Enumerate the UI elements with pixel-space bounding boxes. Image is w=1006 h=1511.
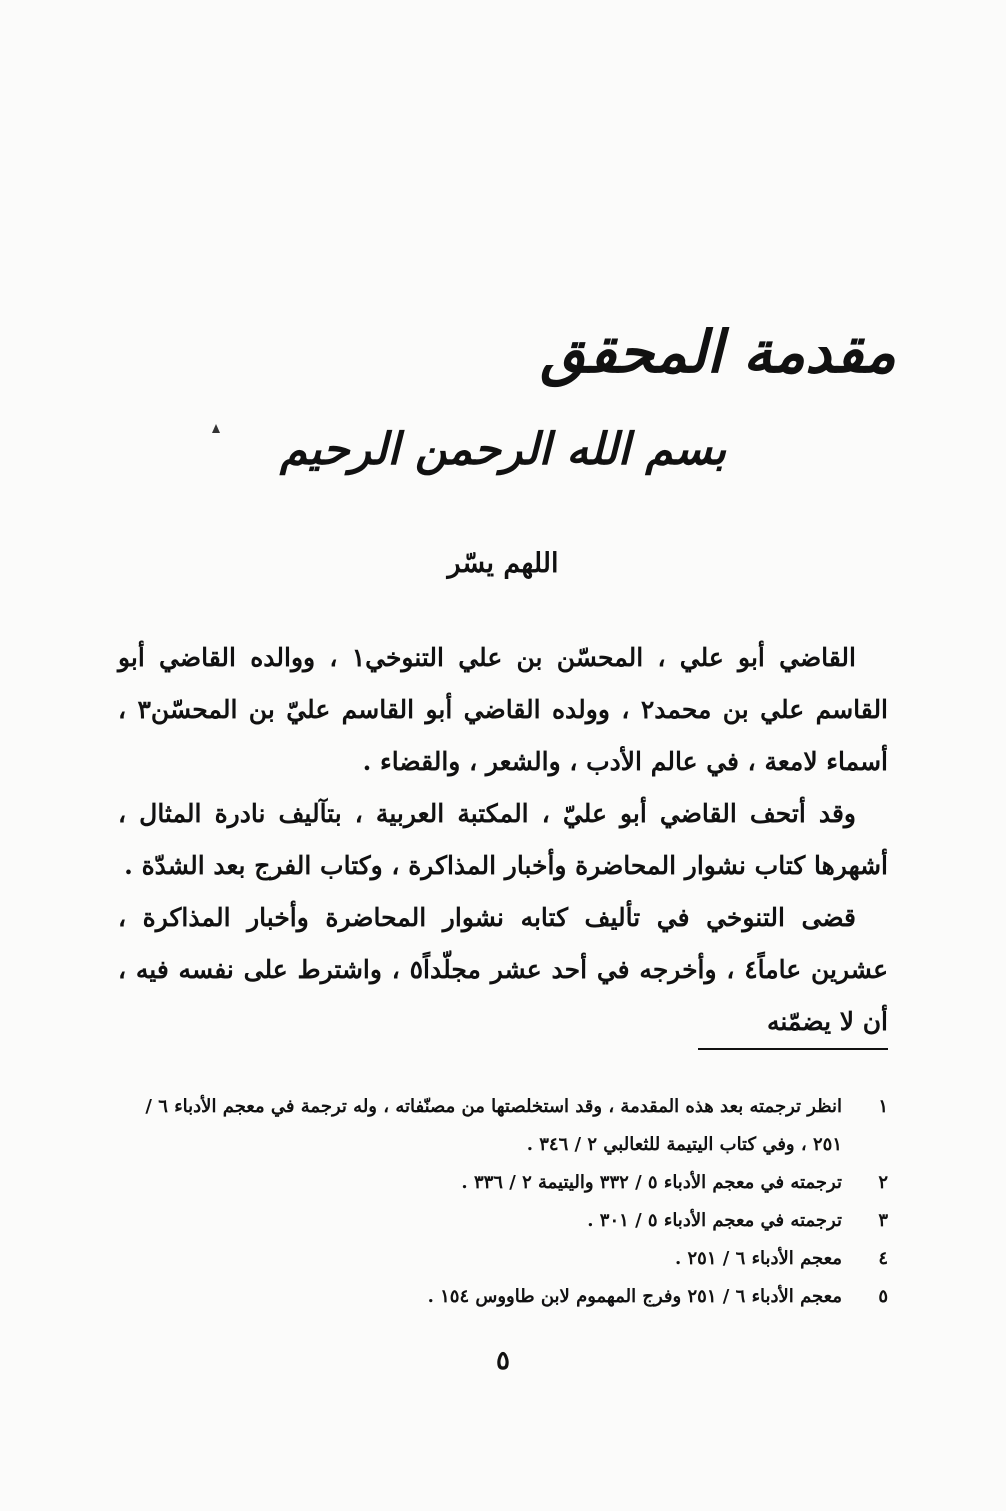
footnote-number: ٤ (878, 1248, 888, 1269)
footnote-number: ٣ (878, 1210, 888, 1231)
footnote-text: ترجمته في معجم الأدباء ٥ / ٣٣٢ واليتيمة ٢ / ٣٣٦ . (461, 1172, 842, 1193)
footnote (118, 1240, 888, 1278)
invocation-line: اللهم يسّر (447, 548, 559, 579)
page-number: ٥ (496, 1346, 510, 1376)
page-heading: مقدمة المحقق (540, 318, 896, 386)
footnotes-list (118, 1088, 888, 1316)
footnote-number: ٥ (878, 1286, 888, 1307)
footnote-text: معجم الأدباء ٦ / ٢٥١ وفرج المهموم لابن طاووس ١٥٤ . (427, 1286, 842, 1307)
footnote-text: ترجمته في معجم الأدباء ٥ / ٣٠١ . (587, 1210, 842, 1231)
footnote-number: ٢ (878, 1172, 888, 1193)
footnote-separator (698, 1048, 888, 1050)
footnote (118, 1202, 888, 1240)
paragraph: القاضي أبو علي ، المحسّن بن علي التنوخي١ ، ووالده القاضي أبو القاسم علي بن محمد٢ ، وولده القاضي أبو القاسم عليّ بن المحسّن٣ ، أسماء لامعة ، في عالم الأدب ، والشعر ، والقضاء . (118, 643, 889, 776)
footnote-text: انظر ترجمته بعد هذه المقدمة ، وقد استخلصتها من مصنّفاته ، وله ترجمة في معجم الأدباء ٦ / ٢٥١ ، وفي كتاب اليتيمة للثعالبي ٢ / ٣٤٦ . (145, 1096, 842, 1155)
footnote (118, 1088, 888, 1164)
basmala: بسم الله الرحمن الرحيم (279, 424, 727, 475)
footnote (118, 1278, 888, 1316)
footnote (118, 1164, 888, 1202)
paragraph: وقد أتحف القاضي أبو عليّ ، المكتبة العربية ، بتآليف نادرة المثال ، أشهرها كتاب نشوار المحاضرة وأخبار المذاكرة ، وكتاب الفرج بعد الشدّة . (118, 799, 888, 880)
paragraph: قضى التنوخي في تأليف كتابه نشوار المحاضرة وأخبار المذاكرة ، عشرين عاماً٤ ، وأخرجه في أحد عشر مجلّداً٥ ، واشترط على نفسه فيه ، أن لا يضمّنه (118, 903, 888, 1036)
footnote-text: معجم الأدباء ٦ / ٢٥١ . (674, 1248, 842, 1269)
body-text (118, 632, 888, 1048)
footnote-number: ١ (878, 1096, 888, 1117)
